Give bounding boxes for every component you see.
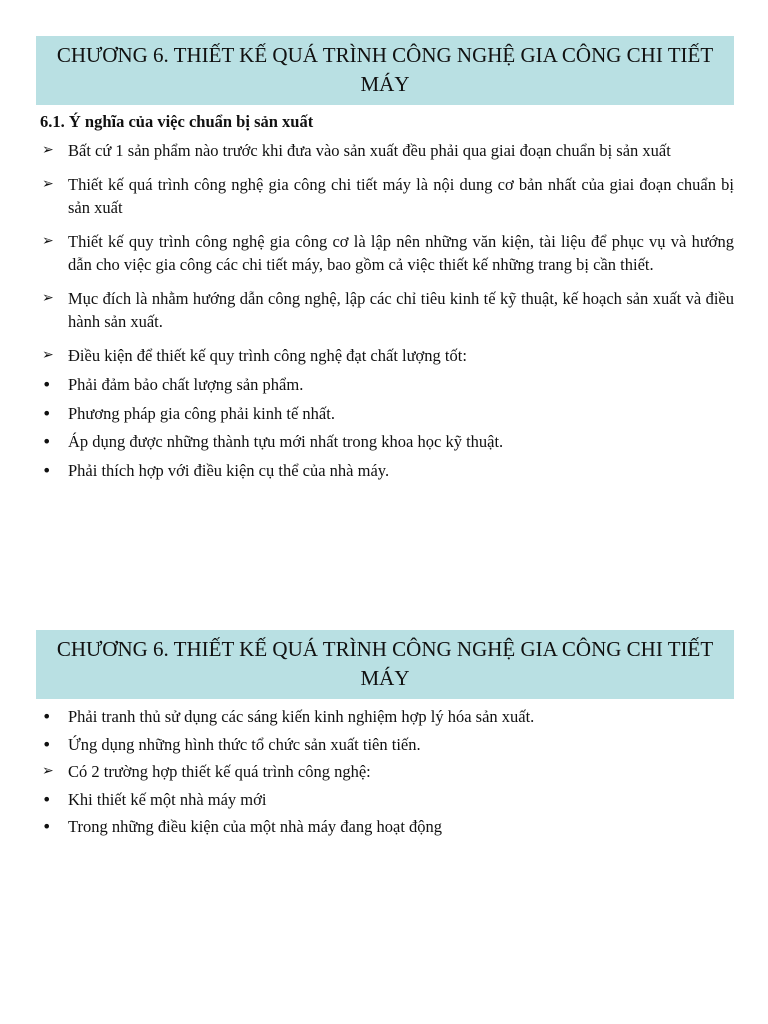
slide-1: [36, 36, 734, 487]
arrow-bullet-icon: ➢: [42, 142, 54, 158]
list-item-text: Ứng dụng những hình thức tổ chức sản xuất tiên tiến.: [68, 734, 421, 754]
list-item: [36, 430, 734, 454]
list-item: [36, 287, 734, 334]
list-item-text: Phải đảm bảo chất lượng sản phẩm.: [68, 375, 304, 394]
arrow-bullet-icon: ➢: [42, 763, 54, 779]
slide-2: [36, 630, 734, 843]
list-item-text: Trong những điều kiện của một nhà máy đang hoạt động: [68, 817, 443, 836]
list-item: [36, 230, 734, 277]
list-item-text: Phải tranh thủ sử dụng các sáng kiến kinh nghiệm hợp lý hóa sản xuất.: [68, 707, 535, 726]
list-item-text: Bất cứ 1 sản phẩm nào trước khi đưa vào sản xuất đều phải qua giai đoạn chuẩn bị sản xuất: [68, 141, 671, 160]
list-item: [36, 788, 734, 812]
list-item-text: Áp dụng được những thành tựu mới nhất trong khoa học kỹ thuật.: [68, 432, 504, 451]
list-item: [36, 705, 734, 729]
dot-bullet-icon: •: [42, 734, 52, 754]
arrow-bullet-icon: ➢: [42, 289, 54, 306]
list-item-text: Mục đích là nhằm hướng dẫn công nghệ, lập các chỉ tiêu kinh tế kỹ thuật, kế hoạch sản xuất và điều hành sản xuất.: [68, 288, 734, 331]
list-item: [36, 173, 734, 220]
section-heading: 6.1. Ý nghĩa của việc chuẩn bị sản xuất: [40, 112, 314, 131]
arrow-bullet-icon: ➢: [42, 346, 54, 363]
dot-bullet-icon: •: [42, 707, 52, 726]
list-item-text: Có 2 trường hợp thiết kế quá trình công nghệ:: [68, 762, 371, 781]
slide-title: CHƯƠNG 6. THIẾT KẾ QUÁ TRÌNH CÔNG NGHỆ GIA CÔNG CHI TIẾT MÁY: [36, 36, 734, 105]
list-item: [36, 373, 734, 397]
dot-bullet-icon: •: [42, 789, 52, 809]
dot-bullet-icon: •: [42, 817, 52, 836]
list-item-text: Thiết kế quá trình công nghệ gia công chi tiết máy là nội dung cơ bản nhất của giai đoạn chuẩn bị sản xuất: [68, 174, 734, 217]
list-item-text: Khi thiết kế một nhà máy mới: [68, 789, 267, 809]
list-item: [36, 402, 734, 426]
list-item: [36, 815, 734, 839]
list-item-text: Phải thích hợp với điều kiện cụ thể của nhà máy.: [68, 460, 390, 480]
list-item: [36, 139, 734, 163]
list-item-text: Thiết kế quy trình công nghệ gia công cơ là lập nên những văn kiện, tài liệu để phục vụ và hướng dẫn cho việc gia công các chi tiết máy, bao gồm cả việc thiết kế những trang bị cần thiết.: [68, 231, 734, 274]
dot-bullet-icon: •: [42, 403, 52, 423]
slide-title: CHƯƠNG 6. THIẾT KẾ QUÁ TRÌNH CÔNG NGHỆ GIA CÔNG CHI TIẾT MÁY: [36, 630, 734, 699]
arrow-bullet-icon: ➢: [42, 175, 54, 192]
dot-bullet-icon: •: [42, 432, 52, 451]
list-item: [36, 459, 734, 483]
bullet-list: [36, 705, 734, 839]
dot-bullet-icon: •: [42, 375, 52, 394]
list-item: [36, 733, 734, 757]
list-item-text: Phương pháp gia công phải kinh tế nhất.: [68, 403, 335, 423]
arrow-bullet-icon: ➢: [42, 232, 54, 249]
list-item: [36, 760, 734, 784]
list-item-text: Điều kiện để thiết kế quy trình công nghệ đạt chất lượng tốt:: [68, 345, 467, 365]
bullet-list: [36, 139, 734, 482]
dot-bullet-icon: •: [42, 460, 52, 480]
list-item: [36, 344, 734, 368]
